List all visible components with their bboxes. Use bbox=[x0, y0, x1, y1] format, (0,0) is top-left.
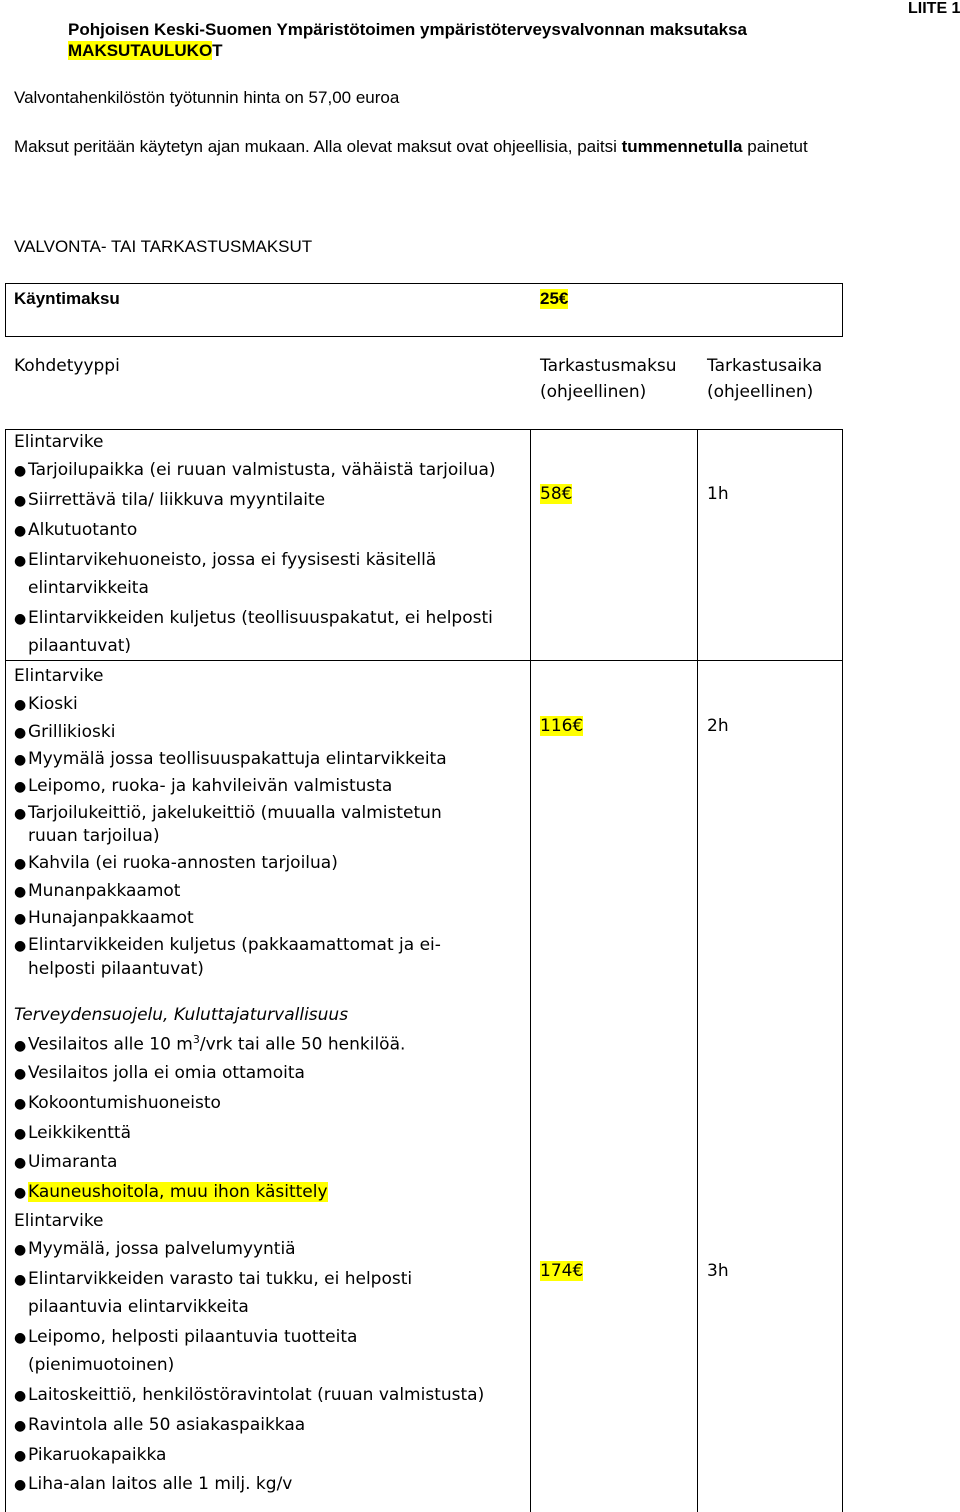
list-item: ● Kokoontumishuoneisto bbox=[14, 1093, 221, 1113]
bullet-icon: ● bbox=[14, 1272, 27, 1288]
list-item-continuation: pilaantuvia elintarvikkeita bbox=[28, 1297, 249, 1317]
table-border-top bbox=[5, 429, 843, 430]
list-item-continuation: (pienimuotoinen) bbox=[28, 1355, 175, 1375]
list-item: ● Kioski bbox=[14, 694, 78, 714]
bullet-icon: ● bbox=[14, 856, 27, 872]
group3-time: 3h bbox=[707, 1261, 729, 1281]
column-header-type: Kohdetyyppi bbox=[14, 356, 120, 376]
list-item: ● Leikkikenttä bbox=[14, 1123, 131, 1143]
table-column-divider-2 bbox=[697, 429, 698, 1512]
fees-note-part1: Maksut peritään käytetyn ajan mukaan. Alla olevat maksut ovat ohjeellisia, paitsi bbox=[14, 137, 622, 156]
list-item: ● Tarjoilupaikka (ei ruuan valmistusta, vähäistä tarjoilua) bbox=[14, 460, 496, 480]
bullet-icon: ● bbox=[14, 725, 27, 741]
table-border-right bbox=[842, 429, 843, 1512]
visit-fee-border-left bbox=[5, 283, 6, 337]
list-item: ● Tarjoilukeittiö, jakelukeittiö (muualla valmistetun bbox=[14, 803, 442, 823]
bullet-icon: ● bbox=[14, 1448, 27, 1464]
group1-time: 1h bbox=[707, 484, 729, 504]
visit-fee-value: 25€ bbox=[540, 289, 569, 308]
bullet-icon: ● bbox=[14, 938, 27, 954]
bullet-icon: ● bbox=[14, 1037, 27, 1054]
bullet-icon: ● bbox=[14, 697, 27, 713]
list-item: ● Leipomo, ruoka- ja kahvileivän valmistusta bbox=[14, 776, 393, 796]
list-item: ● Elintarvikehuoneisto, jossa ei fyysisesti käsitellä bbox=[14, 550, 437, 570]
list-item: ● Ravintola alle 50 asiakaspaikkaa bbox=[14, 1415, 306, 1435]
list-item: ● Myymälä jossa teollisuuspakattuja elintarvikkeita bbox=[14, 749, 447, 769]
list-item: ● Leipomo, helposti pilaantuvia tuotteita bbox=[14, 1327, 358, 1347]
visit-fee-border-right bbox=[842, 283, 843, 337]
list-item: ● Vesilaitos alle 10 $m^3$/vrk tai alle 50 henkilöä. bbox=[14, 1033, 406, 1055]
fees-note-bold: tummennetulla bbox=[621, 137, 743, 156]
list-item: ● Munanpakkaamot bbox=[14, 881, 181, 901]
list-item-continuation: ruuan tarjoilua) bbox=[28, 826, 160, 846]
bullet-icon: ● bbox=[14, 1066, 27, 1082]
bullet-icon: ● bbox=[14, 553, 27, 569]
list-item: ● Kauneushoitola, muu ihon käsittely bbox=[14, 1182, 328, 1202]
bullet-icon: ● bbox=[14, 611, 27, 627]
list-item: ● Liha-alan laitos alle 1 milj. kg/v bbox=[14, 1474, 293, 1494]
bullet-icon: ● bbox=[14, 493, 27, 509]
list-item-continuation: pilaantuvat) bbox=[28, 636, 132, 656]
bullet-icon: ● bbox=[14, 1418, 27, 1434]
table-border-left bbox=[5, 429, 6, 1512]
group2-heading: Elintarvike bbox=[14, 666, 104, 686]
list-item: ● Uimaranta bbox=[14, 1152, 118, 1172]
list-item: ● Elintarvikkeiden varasto tai tukku, ei helposti bbox=[14, 1269, 413, 1289]
list-item: ● Pikaruokapaikka bbox=[14, 1445, 167, 1465]
list-item: ● Vesilaitos jolla ei omia ottamoita bbox=[14, 1063, 305, 1083]
bullet-icon: ● bbox=[14, 1477, 27, 1493]
group2-time: 2h bbox=[707, 716, 729, 736]
list-item-continuation: elintarvikkeita bbox=[28, 578, 149, 598]
bullet-icon: ● bbox=[14, 1388, 27, 1404]
group3-heading: Terveydensuojelu, Kuluttajaturvallisuus bbox=[14, 1005, 349, 1025]
bullet-icon: ● bbox=[14, 911, 27, 927]
list-item: ● Hunajanpakkaamot bbox=[14, 908, 194, 928]
bullet-icon: ● bbox=[14, 1330, 27, 1346]
list-item: ● Grillikioski bbox=[14, 722, 116, 742]
table-column-divider-1 bbox=[530, 429, 531, 1512]
bullet-icon: ● bbox=[14, 1155, 27, 1171]
bullet-icon: ● bbox=[14, 779, 27, 795]
list-item: ● Siirrettävä tila/ liikkuva myyntilaite bbox=[14, 490, 326, 510]
list-item: ● Kahvila (ei ruoka-annosten tarjoilua) bbox=[14, 853, 338, 873]
group1-heading: Elintarvike bbox=[14, 432, 104, 452]
column-header-fee-note: (ohjeellinen) bbox=[540, 382, 647, 402]
bullet-icon: ● bbox=[14, 1126, 27, 1142]
appendix-label: LIITE 1 bbox=[908, 0, 960, 17]
visit-fee-label: Käyntimaksu bbox=[14, 289, 120, 308]
subtitle-highlight: MAKSUTAULUKO bbox=[68, 41, 213, 60]
fees-note-part2: painetut bbox=[742, 137, 808, 156]
visit-fee-border-bottom bbox=[5, 336, 843, 337]
bullet-icon: ● bbox=[14, 1096, 27, 1112]
document-title: Pohjoisen Keski-Suomen Ympäristötoimen ympäristöterveysvalvonnan maksutaksa bbox=[68, 20, 747, 39]
list-item: ● Laitoskeittiö, henkilöstöravintolat (ruuan valmistusta) bbox=[14, 1385, 485, 1405]
bullet-icon: ● bbox=[14, 806, 27, 822]
group3-fee: 174€ bbox=[540, 1261, 584, 1281]
list-item-continuation: helposti pilaantuvat) bbox=[28, 959, 204, 979]
column-header-fee: Tarkastusmaksu bbox=[540, 356, 677, 376]
visit-fee-border-top bbox=[5, 283, 843, 284]
bullet-icon: ● bbox=[14, 463, 27, 479]
column-header-time: Tarkastusaika bbox=[707, 356, 823, 376]
subtitle-rest: T bbox=[212, 41, 223, 60]
list-item: ● Alkutuotanto bbox=[14, 520, 138, 540]
list-item: ● Elintarvikkeiden kuljetus (teollisuuspakatut, ei helposti bbox=[14, 608, 493, 628]
document-subtitle bbox=[68, 41, 223, 61]
bullet-icon: ● bbox=[14, 1242, 27, 1258]
group1-fee: 58€ bbox=[540, 484, 573, 504]
bullet-icon: ● bbox=[14, 523, 27, 539]
list-item: ● Elintarvikkeiden kuljetus (pakkaamattomat ja ei- bbox=[14, 935, 441, 955]
group3-food-heading: Elintarvike bbox=[14, 1211, 104, 1231]
bullet-icon: ● bbox=[14, 1185, 27, 1201]
fees-note bbox=[14, 137, 808, 157]
bullet-icon: ● bbox=[14, 752, 27, 768]
section-title: VALVONTA- TAI TARKASTUSMAKSUT bbox=[14, 237, 313, 256]
table-row-divider-1 bbox=[5, 660, 843, 661]
column-header-time-note: (ohjeellinen) bbox=[707, 382, 814, 402]
list-item: ● Myymälä, jossa palvelumyyntiä bbox=[14, 1239, 296, 1259]
bullet-icon: ● bbox=[14, 884, 27, 900]
hourly-rate-text: Valvontahenkilöstön työtunnin hinta on 57,00 euroa bbox=[14, 88, 400, 107]
group2-fee: 116€ bbox=[540, 716, 584, 736]
